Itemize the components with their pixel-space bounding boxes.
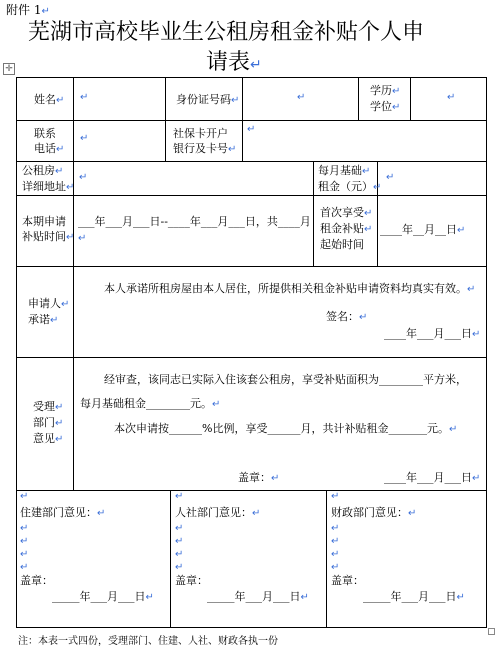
finance-dept-label: 财政部门意见：↵ <box>331 506 417 519</box>
finance-date-field[interactable]: _____年___月___日↵ <box>363 590 465 603</box>
table-resize-handle[interactable] <box>488 628 495 635</box>
name-field[interactable]: ↵ <box>80 92 89 103</box>
finance-seal-label: 盖章： <box>331 574 364 587</box>
phone-label: 联系 电话↵ <box>34 127 65 155</box>
hr-dept-cell[interactable]: ↵ 人社部门意见：↵ ↵ ↵ ↵ ↵ 盖章： _____年___月___日↵ <box>175 491 309 603</box>
finance-dept-cell[interactable]: ↵ 财政部门意见：↵ ↵ ↵ ↵ ↵ 盖章： _____年___月___日↵ <box>331 491 465 603</box>
acceptance-seal-label: 盖章：↵ <box>238 471 280 484</box>
housing-dept-cell[interactable]: ↵ 住建部门意见：↵ ↵ ↵ ↵ ↵ 盖章： _____年___月___日↵ <box>20 491 154 603</box>
sign-label: 签名：↵ <box>326 310 368 323</box>
acceptance-text-1: 经审查，该同志已实际入住该套公租房，享受补贴面积为________平方米， <box>104 373 467 386</box>
bank-card-field[interactable]: ↵ <box>247 124 256 135</box>
bank-card-label: 社保卡开户 银行及卡号↵ <box>173 127 237 155</box>
address-field[interactable]: ↵ <box>79 172 88 183</box>
subsidy-period-field[interactable]: ___年___月___日--____年___月___日，共____月↵ <box>78 215 311 244</box>
acceptance-label: 受理↵ 部门↵ 意见↵ <box>33 400 64 445</box>
phone-field[interactable]: ↵ <box>80 133 89 144</box>
acceptance-text-3: 本次申请按______%比例，享受______月，共计补贴租金_______元。↵ <box>114 422 458 435</box>
housing-seal-label: 盖章： <box>20 574 53 587</box>
monthly-rent-label: 每月基础↵ 租金（元）↵ <box>318 164 382 193</box>
promise-label: 申请人↵ 承诺↵ <box>28 297 70 326</box>
promise-date-field[interactable]: ____年___月___日↵ <box>384 327 481 340</box>
subsidy-period-label: 本期申请 补贴时间↵ <box>22 215 75 243</box>
hr-seal-label: 盖章： <box>175 574 208 587</box>
education-label: 学历↵ 学位↵ <box>370 84 401 113</box>
move-handle-icon[interactable]: ✛ <box>3 63 15 75</box>
id-number-label: 身份证号码↵ <box>176 93 240 106</box>
id-number-field[interactable]: ↵ <box>297 92 306 103</box>
attachment-label: 附件 1↵ <box>6 3 50 17</box>
name-label: 姓名↵ <box>34 93 65 106</box>
promise-text: 本人承诺所租房屋由本人居住，所提供相关租金补贴申请资料均真实有效。↵ <box>104 282 476 295</box>
footer-note: 注：本表一式四份，受理部门、住建、人社、财政各执一份 <box>18 636 278 647</box>
education-field[interactable]: ↵ <box>447 92 456 103</box>
monthly-rent-field[interactable]: ↵ <box>386 172 395 183</box>
hr-dept-label: 人社部门意见：↵ <box>175 506 261 519</box>
acceptance-text-2: 每月基础租金________元。↵ <box>80 397 221 410</box>
hr-date-field[interactable]: _____年___月___日↵ <box>207 590 309 603</box>
housing-dept-label: 住建部门意见：↵ <box>20 506 106 519</box>
housing-date-field[interactable]: _____年___月___日↵ <box>52 590 154 603</box>
page-title-line-1: 芜湖市高校毕业生公租房租金补贴个人申 <box>28 20 425 45</box>
address-label: 公租房↵ 详细地址↵ <box>22 164 75 193</box>
page-title-line-2: 请表↵ <box>206 50 262 75</box>
first-subsidy-label: 首次享受↵ 租金补贴↵ 起始时间 <box>320 206 373 251</box>
acceptance-date-field[interactable]: ____年___月___日↵ <box>384 471 481 484</box>
first-subsidy-date-field[interactable]: ____年__月__日↵ <box>380 223 466 236</box>
